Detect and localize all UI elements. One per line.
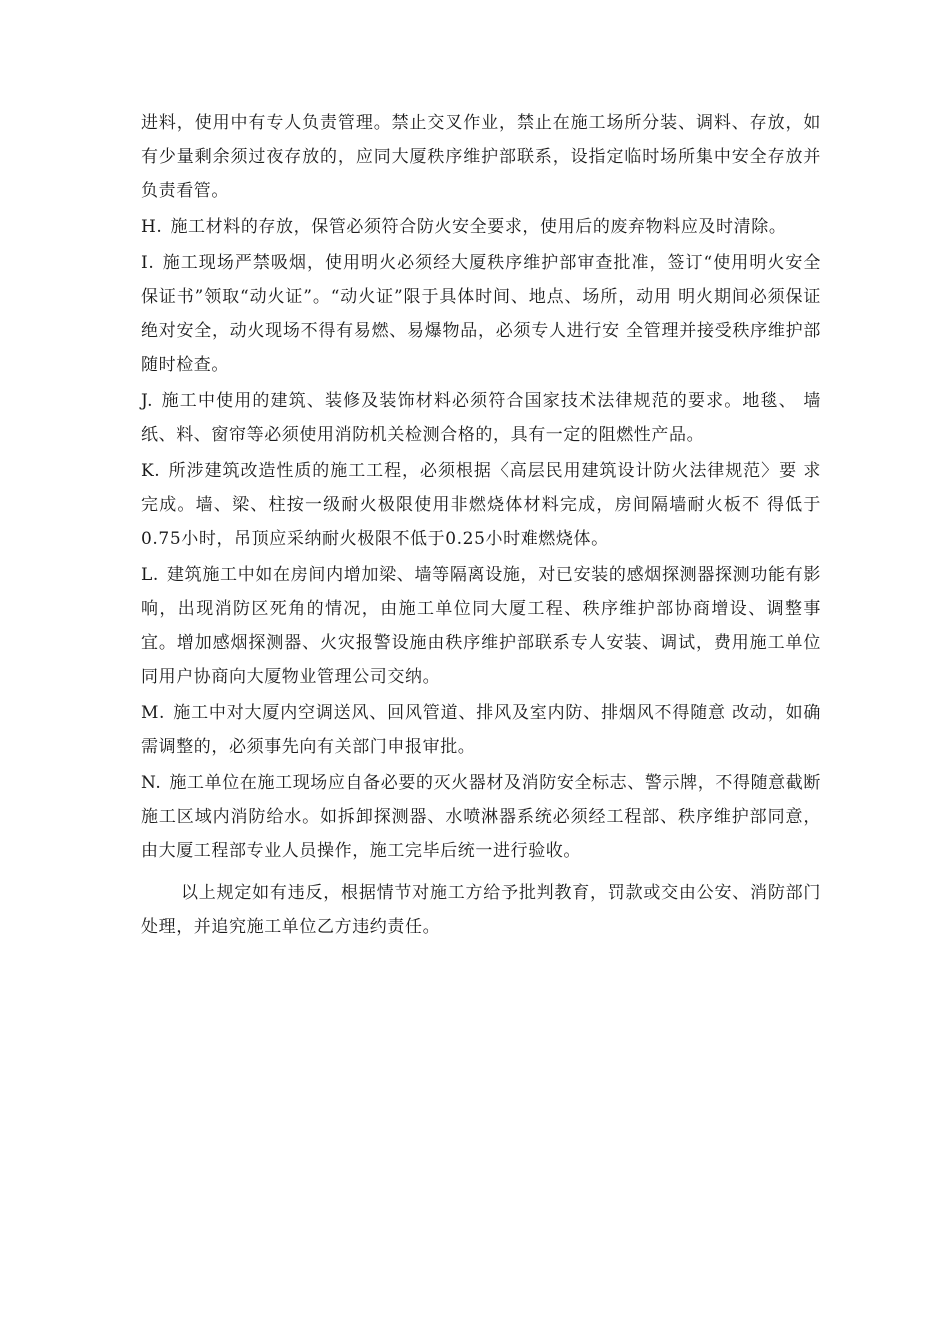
- document-body: [141, 106, 821, 946]
- paragraph-continuation: [141, 106, 821, 208]
- paragraph-k: [141, 454, 821, 556]
- paragraph-m: [141, 696, 821, 764]
- paragraph-text: 建筑施工中如在房间内增加梁、墙等隔离设施，对已安装的感烟探测器探测功能有影响，出现消防区死角的情况，由施工单位同大厦工程、秩序维护部协商增设、调整事宜。增加感烟探测器、火灾报警设施由秩序维护部联系专人安装、调试，费用施工单位同用户协商向大厦物业管理公司交纳。: [141, 565, 821, 687]
- paragraph-i: [141, 246, 821, 382]
- paragraph-text: 施工单位在施工现场应自备必要的灭火器材及消防安全标志、警示牌，不得随意截断施工区域内消防给水。如拆卸探测器、水喷淋器系统必须经工程部、秩序维护部同意，由大厦工程部专业人员操作，施工完毕后统一进行验收。: [141, 773, 821, 861]
- paragraph-text: 所涉建筑改造性质的施工工程，必须根据〈高层民用建筑设计防火法律规范〉要 求完成。墙、梁、柱按一级耐火极限使用非燃烧体材料完成，房间隔墙耐火板不 得低于0.75小时，吊顶应采纳耐火极限不低于0.25小时难燃烧体。: [141, 461, 821, 549]
- paragraph-label: L.: [141, 565, 159, 585]
- paragraph-label: N.: [141, 773, 162, 793]
- closing-paragraph: 以上规定如有违反，根据情节对施工方给予批判教育，罚款或交由公安、消防部门处理，并追究施工单位乙方违约责任。: [141, 883, 821, 937]
- paragraph-n: [141, 766, 821, 868]
- paragraph-l: [141, 558, 821, 694]
- paragraph-label: H.: [141, 217, 163, 237]
- paragraph-label: K.: [141, 461, 161, 481]
- paragraph-text: 施工中使用的建筑、装修及装饰材料必须符合国家技术法律规范的要求。地毯、 墙纸、料、窗帘等必须使用消防机关检测合格的，具有一定的阻燃性产品。: [141, 391, 821, 445]
- paragraph-label: M.: [141, 703, 166, 723]
- paragraph-text: 施工现场严禁吸烟，使用明火必须经大厦秩序维护部审查批准，签订“使用明火安全保证书”领取“动火证”。“动火证”限于具体时间、地点、场所，动用 明火期间必须保证绝对安全，动火现场不得有易燃、易爆物品，必须专人进行安 全管理并接受秩序维护部随时检查。: [141, 253, 821, 375]
- paragraph-h: [141, 210, 821, 244]
- paragraph-text: 进料，使用中有专人负责管理。禁止交叉作业，禁止在施工场所分装、调料、存放，如有少量剩余须过夜存放的，应同大厦秩序维护部联系，设指定临时场所集中安全存放并负责看管。: [141, 113, 821, 201]
- paragraph-j: [141, 384, 821, 452]
- paragraph-text: 施工材料的存放，保管必须符合防火安全要求，使用后的废弃物料应及时清除。: [170, 217, 787, 237]
- paragraph-text: 施工中对大厦内空调送风、回风管道、排风及室内防、排烟风不得随意 改动，如确需调整的，必须事先向有关部门申报审批。: [141, 703, 821, 757]
- paragraph-label: I.: [141, 253, 155, 273]
- paragraph-label: J.: [141, 391, 154, 411]
